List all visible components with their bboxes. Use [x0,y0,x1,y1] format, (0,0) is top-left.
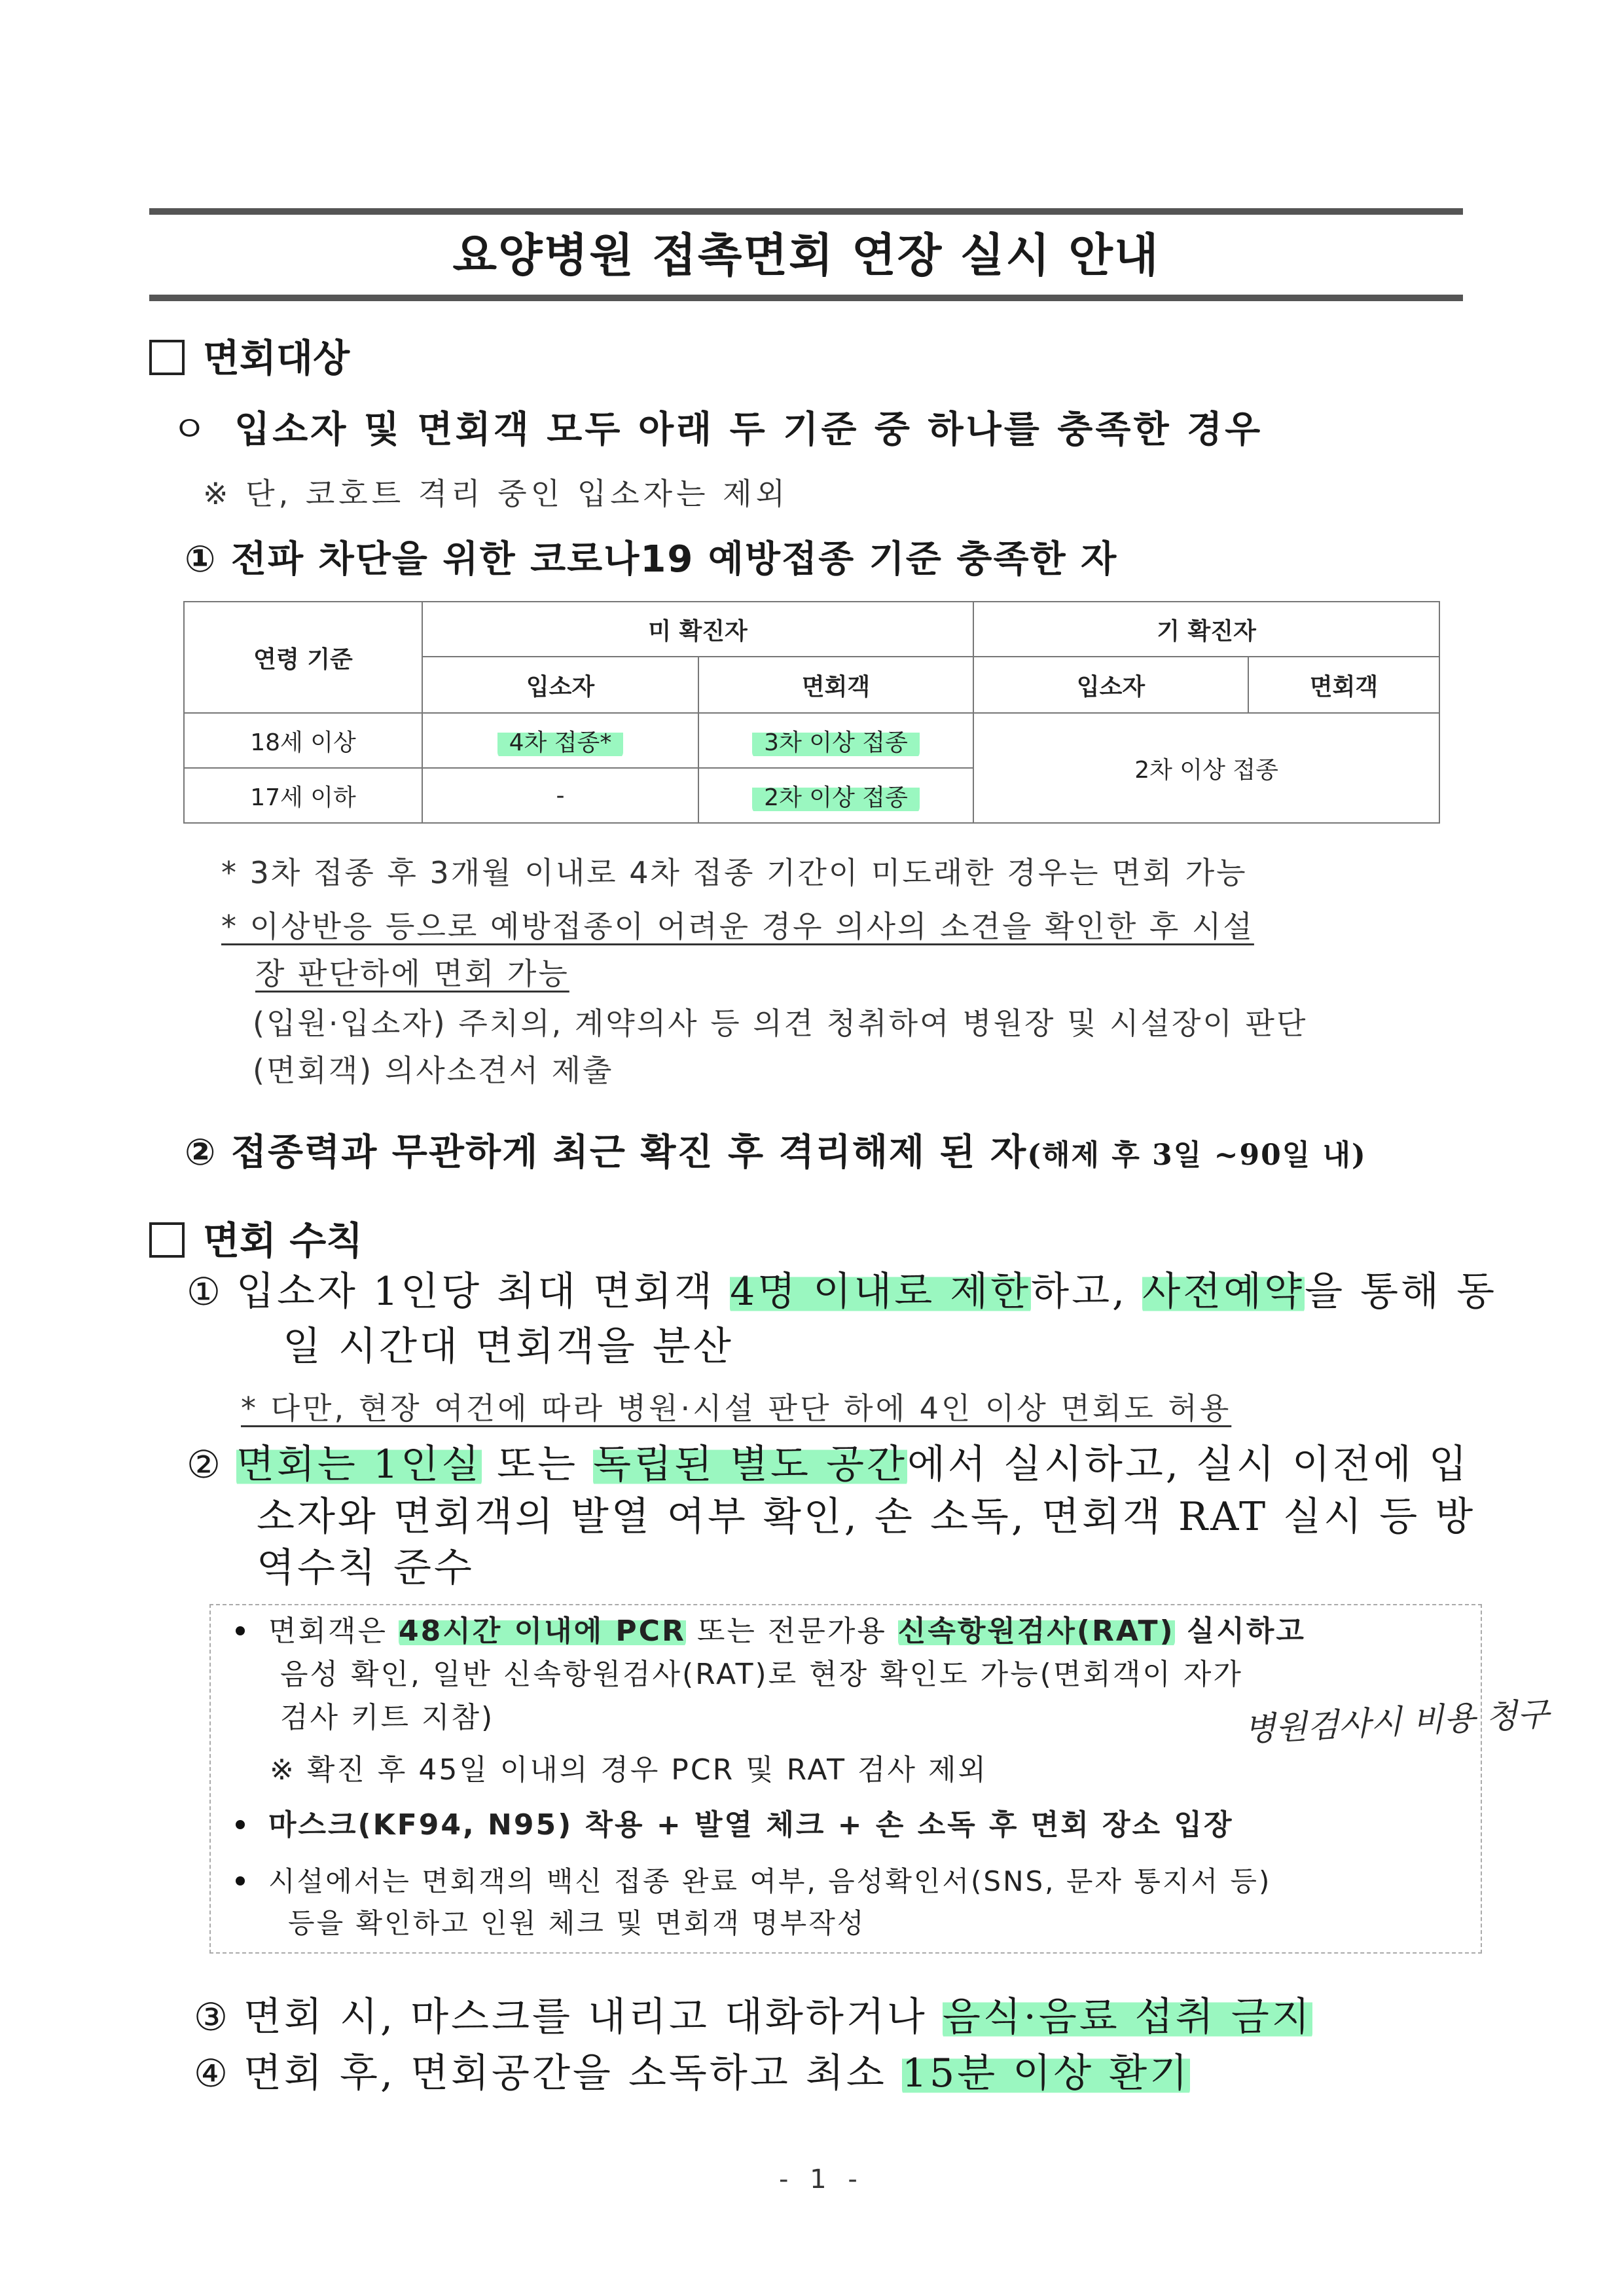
table-header-visitor: 면회객 [698,657,973,713]
bullet-text: 시설에서는 면회객의 백신 접종 완료 여부, 음성확인서(SNS, 문자 통지서 등) [268,1865,1272,1897]
rule-highlight: 사전예약 [1142,1269,1305,1315]
bullet-facility-check-line2: 등을 확인하고 인원 체크 및 면회객 명부작성 [288,1907,866,1939]
checkbox-square-icon [149,1222,185,1258]
table-cell-visitor [698,713,973,768]
bullet-dot-icon [236,1626,245,1635]
table-header-confirmed: 기 확진자 [973,602,1439,657]
test-exemption-note: ※ 확진 후 45일 이내의 경우 PCR 및 RAT 검사 제외 [270,1753,988,1787]
eligibility-lead [171,401,1263,453]
rule-number: ② [187,1442,223,1487]
bullet-text: 면회객은 [268,1614,399,1648]
rule-highlight: 음식·음료 섭취 금지 [942,1994,1312,2040]
rule-3 [194,1990,1312,2044]
table-header-unconfirmed: 미 확진자 [422,602,973,657]
rule-text: 에서 실시하고, 실시 이전에 입 [907,1442,1470,1487]
vaccination-criteria-table [183,601,1440,824]
rule-highlight: 면회는 1인실 [236,1442,482,1487]
bullet-text: 마스크(KF94, N95) 착용 + 발열 체크 + 손 소독 후 면회 장소 입장 [268,1808,1234,1842]
footnote-physician-opinion: (입원·입소자) 주치의, 계약의사 등 의견 청취하여 병원장 및 시설장이 판단 [253,1006,1308,1041]
rule-1-note: * 다만, 현장 여건에 따라 병원·시설 판단 하에 4인 이상 면회도 허용 [241,1391,1232,1426]
rule-highlight: 15분 이상 환기 [901,2050,1191,2096]
table-cell-visitor-value: 2차 이상 접종 [752,782,920,814]
footnote-medical-certificate: (면회객) 의사소견서 제출 [253,1053,614,1088]
handwritten-annotation: 병원검사시 비용 청구 [1243,1694,1550,1749]
rule-text: 또는 [482,1442,594,1487]
rule-highlight: 독립된 별도 공간 [593,1442,907,1487]
bullet-dot-icon [236,1820,245,1829]
footnote-adverse-reaction-line2: 장 판단하에 면회 가능 [255,956,569,991]
rule-text: 을 통해 동 [1305,1269,1498,1315]
bullet-test-requirement-line3: 검사 키트 지참) [280,1701,495,1734]
table-cell-resident: - [422,768,698,823]
table-cell-confirmed: 2차 이상 접종 [973,713,1439,823]
rule-number: ① [187,1269,223,1314]
title-bottom-rule [149,295,1463,301]
section-rules-heading [149,1210,363,1265]
bullet-highlight: 48시간 이내에 PCR [399,1614,686,1648]
table-header-resident: 입소자 [422,657,698,713]
bullet-facility-check [236,1861,1271,1903]
title-top-rule [149,208,1463,215]
rule-text: 면회 시, 마스크를 내리고 대화하거나 [244,1994,943,2040]
bullet-dot-icon [236,1876,245,1886]
page-title: 요양병원 접촉면회 연장 실시 안내 [452,228,1160,282]
rule-number: ③ [194,1995,230,2039]
bullet-test-requirement-line2: 음성 확인, 일반 신속항원검사(RAT)로 현장 확인도 가능(면회객이 자가 [280,1658,1243,1691]
table-cell-age: 17세 이하 [184,768,422,823]
rule-1-line2: 일 시간대 면회객을 분산 [283,1324,734,1370]
rule-highlight: 4명 이내로 제한 [730,1269,1032,1315]
rule-number: ④ [194,2051,230,2096]
rule-4 [194,2047,1190,2100]
bullet-mask-checks [236,1804,1234,1846]
cohort-exclusion-note: ※ 단, 코호트 격리 중인 입소자는 제외 [203,476,789,511]
criterion-recovered [185,1123,1367,1176]
criterion-recovered-period: (해제 후 3일 ~90일 내) [1027,1139,1367,1172]
section-visitors-label: 면회대상 [203,336,350,380]
rule-2-line3: 역수칙 준수 [257,1545,475,1591]
criterion-recovered-text: ② 접종력과 무관하게 최근 확진 후 격리해제 된 자 [185,1131,1028,1174]
criterion-vaccination: ① 전파 차단을 위한 코로나19 예방접종 기준 충족한 자 [185,538,1118,581]
bullet-text: 실시하고 [1174,1614,1306,1648]
section-visitors-heading [149,327,350,382]
table-cell-age: 18세 이상 [184,713,422,768]
rule-2 [187,1438,1470,1491]
checkbox-square-icon [149,340,185,375]
section-rules-label: 면회 수칙 [203,1218,363,1263]
bullet-highlight: 신속항원검사(RAT) [897,1614,1175,1648]
table-header-age: 연령 기준 [184,602,422,713]
table-cell-resident-value: 4차 접종* [497,727,624,759]
table-header-confirmed-visitor: 면회객 [1248,657,1439,713]
footnote-adverse-reaction-line1: * 이상반응 등으로 예방접종이 어려운 경우 의사의 소견을 확인한 후 시설 [221,909,1254,944]
circle-bullet-icon: ㅇ [171,409,210,451]
eligibility-lead-text: 입소자 및 면회객 모두 아래 두 기준 중 하나를 충족한 경우 [234,409,1263,451]
table-cell-resident [422,713,698,768]
rule-2-line2: 소자와 면회객의 발열 여부 확인, 손 소독, 면회객 RAT 실시 등 방 [257,1494,1476,1540]
table-row [184,713,1439,768]
rule-1 [187,1265,1497,1319]
page-number: - 1 - [779,2164,864,2195]
table-header-confirmed-resident: 입소자 [973,657,1248,713]
bullet-test-requirement [236,1611,1306,1652]
rule-text: 입소자 1인당 최대 면회객 [236,1269,731,1315]
footnote-4th-dose: * 3차 접종 후 3개월 이내로 4차 접종 기간이 미도래한 경우는 면회 가능 [221,855,1248,890]
rule-text: 하고, [1031,1269,1143,1315]
rule-text: 면회 후, 면회공간을 소독하고 최소 [244,2050,902,2096]
table-cell-visitor [698,768,973,823]
table-cell-visitor-value: 3차 이상 접종 [752,727,920,759]
bullet-text: 또는 전문가용 [685,1614,898,1648]
